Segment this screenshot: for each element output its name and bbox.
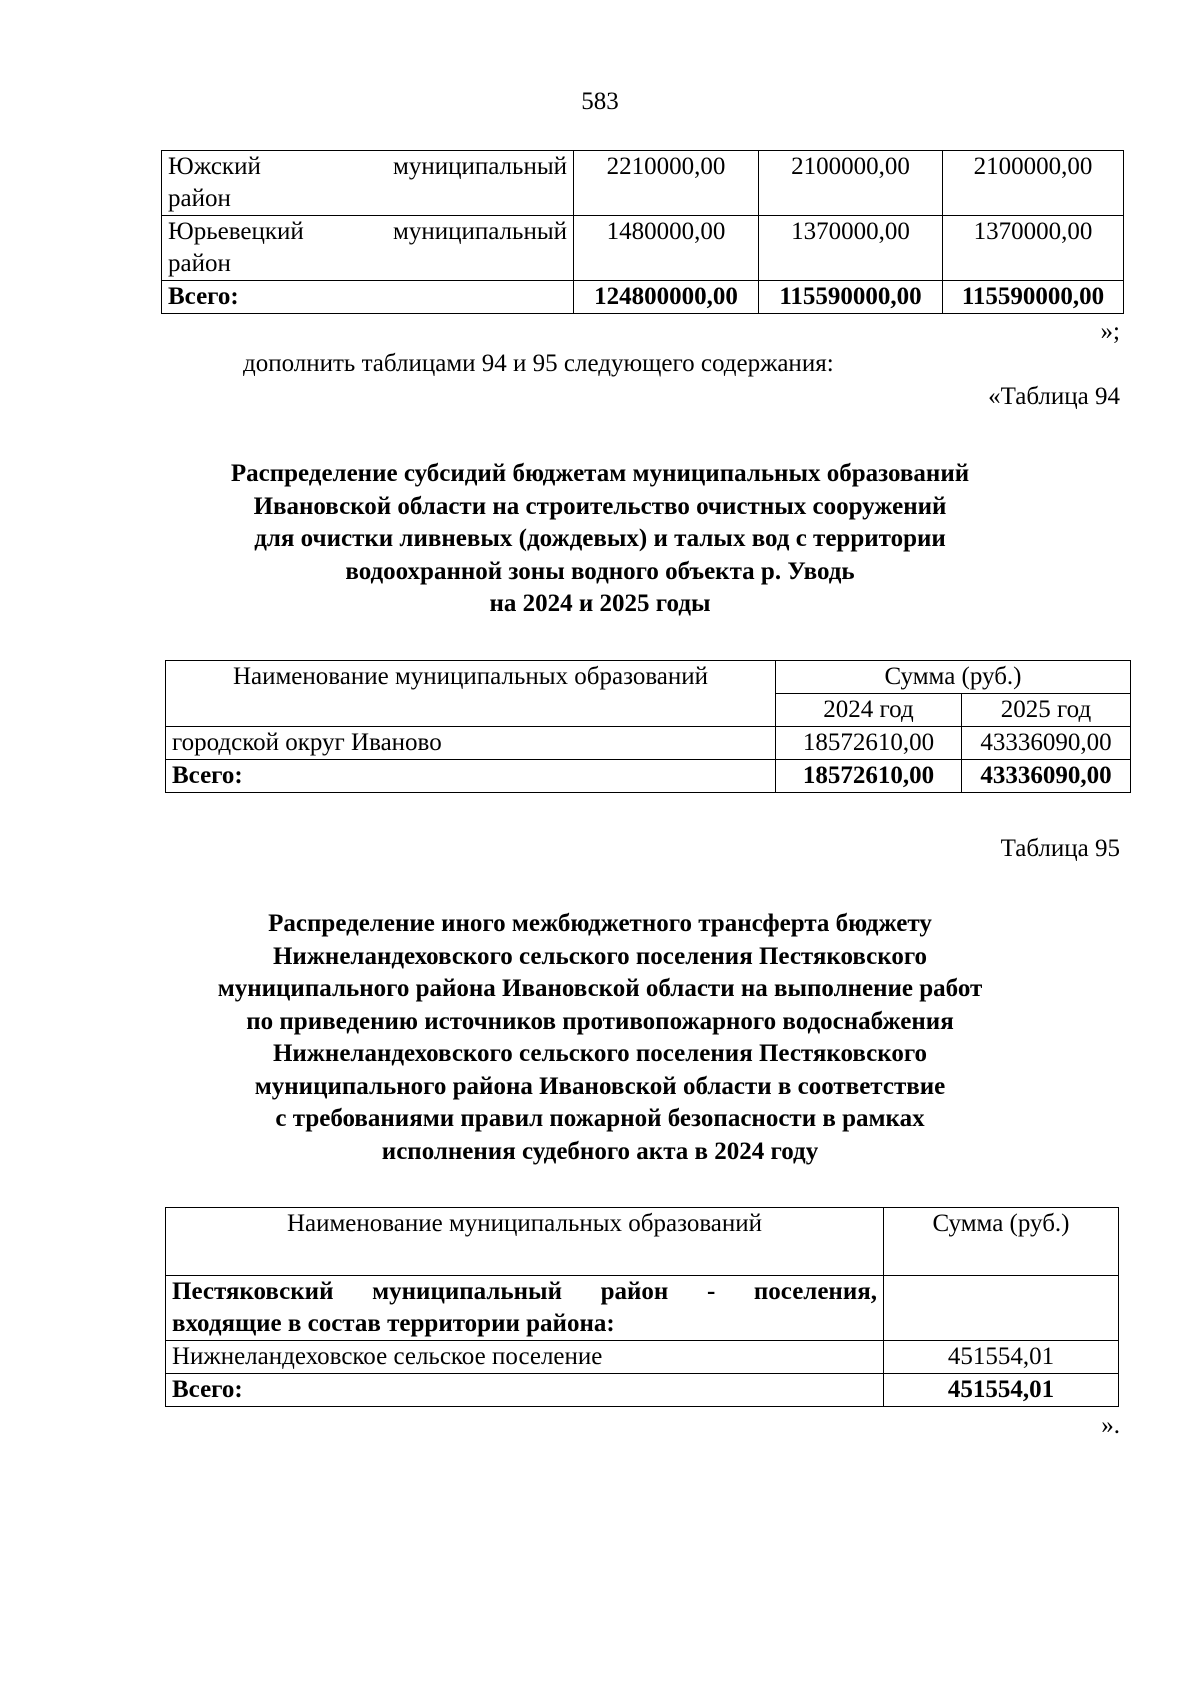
page-number: 583	[581, 88, 619, 115]
title-line: Распределение иного межбюджетного трансферта бюджету	[268, 910, 932, 937]
total-label: Всего:	[162, 281, 574, 314]
row-value-2: 2100000,00	[759, 151, 943, 216]
row-name-cell	[162, 216, 574, 281]
group-word: муниципальный	[372, 1278, 562, 1305]
total-value-2024: 18572610,00	[776, 760, 962, 793]
title-line: на 2024 и 2025 годы	[489, 590, 711, 617]
title-line: Нижнеландеховского сельского поселения Пестяковского	[272, 942, 928, 970]
total-label: Всего:	[166, 760, 776, 793]
table-94-label: «Таблица 94	[988, 383, 1120, 410]
group-word: Пестяковский	[172, 1278, 334, 1305]
title-line: с требованиями правил пожарной безопасности в рамках	[275, 1105, 925, 1132]
row-value-2024: 18572610,00	[776, 727, 962, 760]
table-row	[166, 1341, 1119, 1374]
header-sum: Сумма (руб.)	[776, 661, 1131, 694]
group-word: район	[600, 1278, 669, 1305]
group-name-cell	[166, 1276, 884, 1341]
title-line: муниципального района Ивановской области на выполнение работ	[217, 975, 983, 1002]
group-line2: входящие в состав территории района:	[172, 1310, 615, 1337]
header-year-2024: 2024 год	[776, 694, 962, 727]
row-value: 451554,01	[884, 1341, 1119, 1374]
header-name: Наименование муниципальных образований	[166, 1208, 884, 1276]
header-name: Наименование муниципальных образований	[166, 661, 776, 727]
row-value-3: 2100000,00	[943, 151, 1124, 216]
table-95-title	[0, 908, 1200, 1168]
closing-quote: »;	[1100, 318, 1120, 345]
row-name-line2: район	[168, 250, 231, 277]
total-label: Всего:	[166, 1374, 884, 1407]
table-previous	[161, 150, 1124, 314]
row-name: городской округ Иваново	[166, 727, 776, 760]
table-row	[162, 216, 1124, 281]
total-value: 451554,01	[884, 1374, 1119, 1407]
header-year-2025: 2025 год	[962, 694, 1131, 727]
row-name: Нижнеландеховское сельское поселение	[166, 1341, 884, 1374]
row-value-3: 1370000,00	[943, 216, 1124, 281]
title-line: для очистки ливневых (дождевых) и талых вод с территории	[254, 525, 946, 552]
table-94	[165, 660, 1131, 793]
total-row	[166, 760, 1131, 793]
title-line: по приведению источников противопожарного водоснабжения	[246, 1007, 954, 1035]
group-word: -	[706, 1278, 716, 1305]
row-name-word2: муниципальный	[393, 153, 567, 180]
table-94-title	[0, 458, 1200, 621]
row-value-2: 1370000,00	[759, 216, 943, 281]
total-row	[166, 1374, 1119, 1407]
group-word: поселения,	[753, 1278, 877, 1305]
total-value-2025: 43336090,00	[962, 760, 1131, 793]
row-value-1: 1480000,00	[574, 216, 759, 281]
total-value-3: 115590000,00	[943, 281, 1124, 314]
title-line: Ивановской области на строительство очистных сооружений	[253, 492, 947, 520]
header-sum: Сумма (руб.)	[884, 1208, 1119, 1276]
header-row	[166, 661, 1131, 694]
header-row	[166, 1208, 1119, 1276]
row-name-word2: муниципальный	[393, 218, 567, 245]
row-value-2025: 43336090,00	[962, 727, 1131, 760]
total-value-1: 124800000,00	[574, 281, 759, 314]
table-95	[165, 1207, 1119, 1407]
total-row	[162, 281, 1124, 314]
row-name-cell	[162, 151, 574, 216]
closing-quote-final: ».	[1101, 1412, 1120, 1439]
title-line: водоохранной зоны водного объекта р. Уводь	[345, 557, 855, 585]
title-line: муниципального района Ивановской области в соответствие	[254, 1072, 946, 1100]
table-95-label: Таблица 95	[1000, 835, 1120, 862]
title-line: Нижнеландеховского сельского поселения Пестяковского	[272, 1040, 928, 1067]
row-value-1: 2210000,00	[574, 151, 759, 216]
row-name-word1: Южский	[168, 153, 261, 180]
table-row	[166, 727, 1131, 760]
title-line: Распределение субсидий бюджетам муниципальных образований	[230, 460, 970, 487]
total-value-2: 115590000,00	[759, 281, 943, 314]
group-value-empty	[884, 1276, 1119, 1341]
row-name-line2: район	[168, 185, 231, 212]
table-row	[162, 151, 1124, 216]
row-name-word1: Юрьевецкий	[168, 218, 304, 245]
intro-text: дополнить таблицами 94 и 95 следующего содержания:	[243, 350, 834, 377]
group-row	[166, 1276, 1119, 1341]
title-line: исполнения судебного акта в 2024 году	[381, 1137, 819, 1165]
